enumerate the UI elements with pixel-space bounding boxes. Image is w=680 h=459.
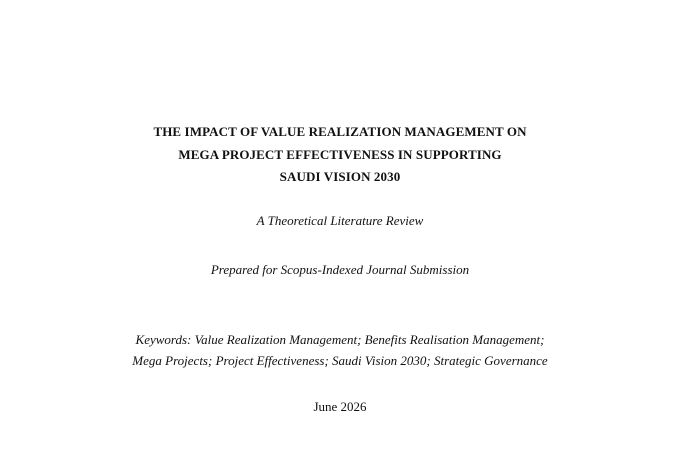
document-date: June 2026 (313, 399, 367, 414)
title-line-2: MEGA PROJECT EFFECTIVENESS IN SUPPORTING (178, 146, 502, 162)
title-line-3: SAUDI VISION 2030 (279, 169, 401, 184)
keywords-block (0, 329, 680, 371)
document-subtitle: A Theoretical Literature Review (256, 213, 424, 228)
document-title (0, 121, 680, 189)
keywords-line-1: Keywords: Value Realization Management; Benefits Realisation Management; (135, 332, 545, 347)
submission-note: Prepared for Scopus-Indexed Journal Submission (210, 262, 470, 277)
title-line-1: THE IMPACT OF VALUE REALIZATION MANAGEMENT ON (153, 124, 527, 139)
keywords-line-2: Mega Projects; Project Effectiveness; Saudi Vision 2030; Strategic Governance (132, 353, 548, 368)
